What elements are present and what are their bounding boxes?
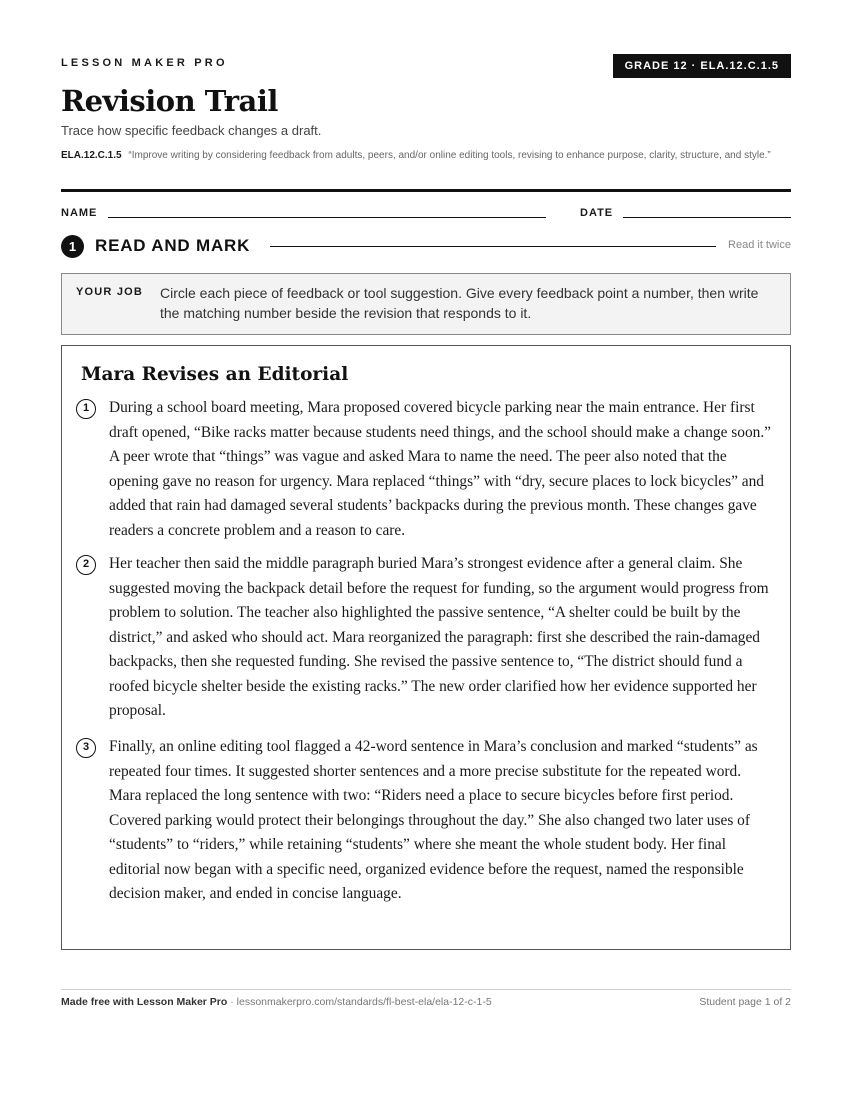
section-note: Read it twice — [728, 239, 791, 251]
standard-code: ELA.12.C.1.5 — [61, 150, 122, 161]
name-label: NAME — [61, 207, 98, 219]
standard-description — [61, 148, 791, 163]
name-field[interactable] — [108, 217, 546, 218]
grade-badge: GRADE 12 · ELA.12.C.1.5 — [613, 54, 791, 78]
page-subtitle: Trace how specific feedback changes a draft. — [61, 123, 322, 138]
paragraph: Finally, an online editing tool flagged a 42-word sentence in Mara’s conclusion and marked “students” as repeated four times. It suggested shorter sentences and a more precise substitute for the repeated word. Mara replaced the long sentence with two: “Riders need a place to secure bicycles before first period. Covered parking would protect their belongings throughout the day.” She also changed two later uses of “students” to “riders,” while retaining “students” where she meant the whole student body. Her final editorial now began with a specific need, organized evidence before the request, named the responsible decision maker, and ended in concise language. — [109, 738, 758, 902]
page-title: Revision Trail — [61, 84, 278, 118]
date-field[interactable] — [623, 217, 791, 218]
standard-text: “Improve writing by considering feedback from adults, peers, and/or online editing tools, revising to enhance purpose, clarity, structure, and style.” — [128, 150, 771, 161]
footer-url: lessonmakerpro.com/standards/fl-best-ela/ela-12-c-1-5 — [236, 996, 492, 1008]
date-label: DATE — [580, 207, 614, 219]
paragraph-number: 3 — [76, 738, 96, 758]
footer-separator: · — [227, 996, 237, 1008]
paragraph: During a school board meeting, Mara proposed covered bicycle parking near the main entrance. Her first draft opened, “Bike racks matter because students need things, and the school should make a change soon.” A peer wrote that “things” was vague and asked Mara to name the need. The peer also noted that the opening gave no reason for urgency. Mara replaced “things” with “dry, secure places to lock bicycles” and added that rain had damaged several students’ backpacks during the previous month. These changes gave readers a concrete problem and a reason to care. — [109, 399, 772, 539]
paragraph-number: 1 — [76, 399, 96, 419]
section-number-badge: 1 — [61, 235, 84, 258]
footer-made-with: Made free with Lesson Maker Pro — [61, 996, 228, 1008]
page-indicator: Student page 1 of 2 — [699, 996, 791, 1008]
passage-title: Mara Revises an Editorial — [81, 364, 349, 385]
reading-passage — [61, 345, 791, 950]
brand-name: LESSON MAKER PRO — [61, 57, 228, 69]
name-date-row — [61, 206, 791, 222]
paragraph-number: 2 — [76, 555, 96, 575]
section-divider — [270, 246, 716, 247]
paragraph: Her teacher then said the middle paragraph buried Mara’s strongest evidence after a general claim. She suggested moving the backpack detail before the request for funding, so the argument would progress from problem to solution. The teacher also highlighted the passive sentence, “A shelter could be built by the district,” and asked who should act. Mara reorganized the paragraph: first she described the rain-damaged backpacks, then she requested funding. She revised the passive sentence to, “The district should fund a roofed bicycle shelter beside the existing racks.” The new order clarified how her evidence supported her proposal. — [109, 555, 769, 719]
section-header — [61, 234, 791, 258]
instructions-label: YOUR JOB — [76, 286, 144, 298]
footer-divider — [61, 989, 791, 990]
header-divider — [61, 189, 791, 192]
instructions-text: Circle each piece of feedback or tool suggestion. Give every feedback point a number, then write the matching number beside the revision that responds to it. — [160, 285, 759, 321]
section-title: READ AND MARK — [95, 236, 251, 255]
instructions-box — [61, 273, 791, 335]
footer-credit — [61, 996, 492, 1008]
worksheet-page — [61, 0, 791, 1100]
